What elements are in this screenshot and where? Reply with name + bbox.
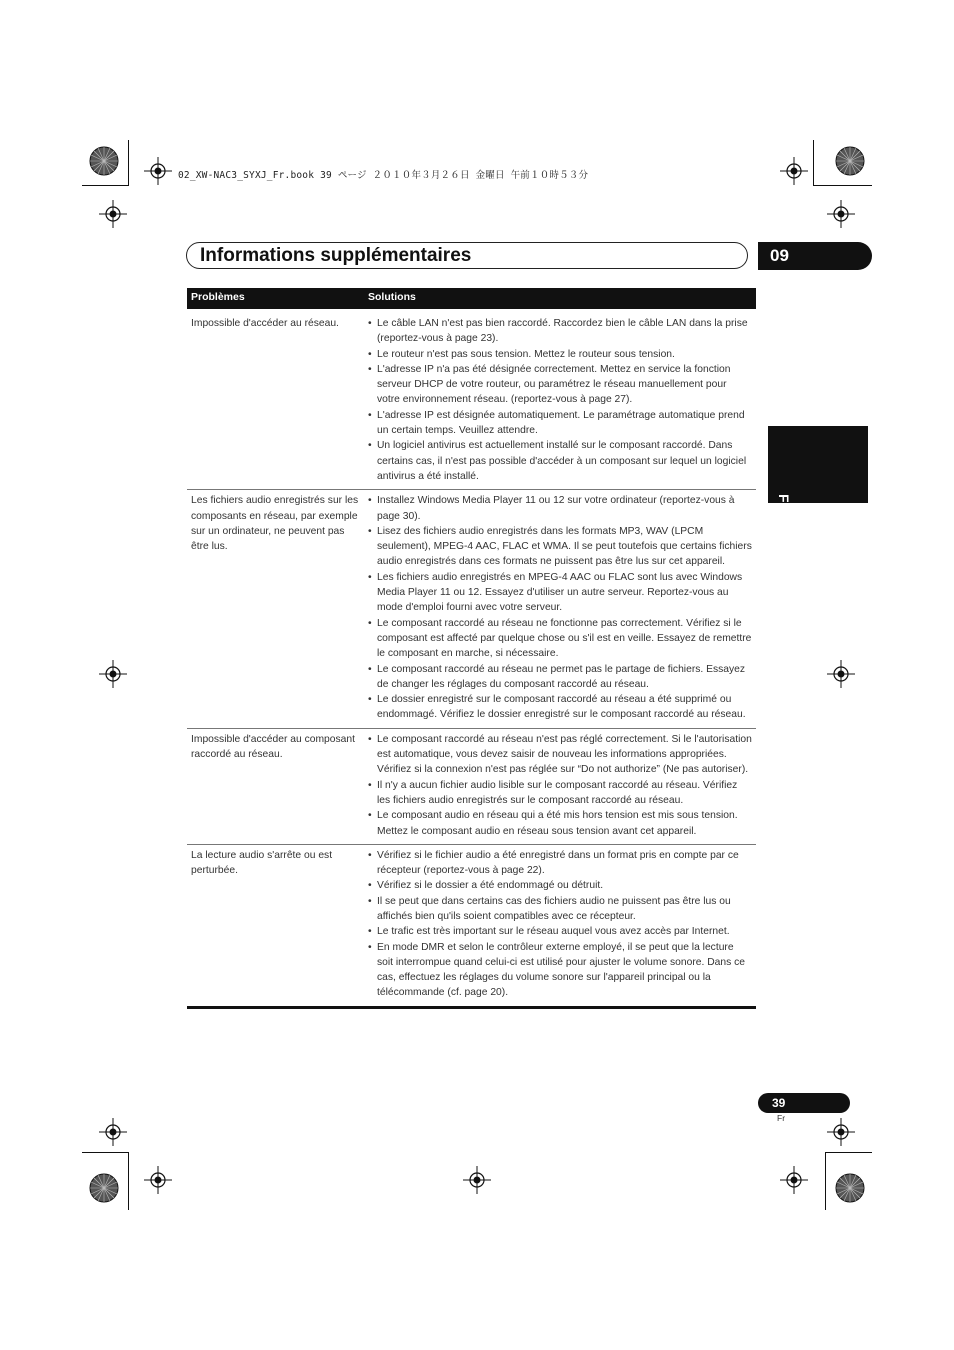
solution-item: • Il n'y a aucun fichier audio lisible sur le composant raccordé au réseau. Vérifiez les fichiers audio enregistrés sur le composant raccordé au réseau. <box>368 778 752 809</box>
solution-item: • Le trafic est très important sur le réseau auquel vous avez accès par Internet. <box>368 924 752 939</box>
registration-mark-icon <box>99 660 127 688</box>
solution-item: • Le dossier enregistré sur le composant raccordé au réseau a été supprimé ou endommagé. Vérifiez le dossier enregistré sur le composant raccordé au réseau. <box>368 692 752 723</box>
solution-item: • Il se peut que dans certains cas des fichiers audio ne puissent pas être lus ou affichés bien qu'ils soient compatibles avec ce récepteur. <box>368 894 752 925</box>
language-tab <box>768 426 868 503</box>
language-tab-label: Français <box>776 494 792 552</box>
color-star-bottom-right-icon <box>835 1173 865 1203</box>
registration-mark-icon <box>144 1166 172 1194</box>
solution-item: • Le composant raccordé au réseau ne permet pas le partage de fichiers. Essayez de changer les réglages du composant raccordé au réseau. <box>368 662 752 693</box>
table-header <box>187 288 756 309</box>
troubleshooting-table <box>187 288 756 1009</box>
solution-item: • Les fichiers audio enregistrés en MPEG-4 AAC ou FLAC sont lus avec Windows Media Player 11 ou 12. Essayez d'utiliser un autre serveur. Reportez-vous au mode d'emploi fourni avec votre serveur. <box>368 570 752 616</box>
problem-cell: La lecture audio s'arrête ou est perturbée. <box>191 849 333 877</box>
solution-list <box>368 848 752 1001</box>
solution-item: • Le composant raccordé au réseau ne fonctionne pas correctement. Vérifiez si le composant est affecté par quelque chose ou s'il est en veille. Essayez de remettre le composant en marche, si nécessaire. <box>368 616 752 662</box>
page-number: 39 <box>758 1093 850 1113</box>
problem-cell: Les fichiers audio enregistrés sur les composants en réseau, par exemple sur un ordinateur, ne peuvent pas être lus. <box>191 495 359 553</box>
color-star-top-left-icon <box>89 146 119 176</box>
page-language-code: Fr <box>777 1113 786 1123</box>
color-star-bottom-left-icon <box>89 1173 119 1203</box>
solution-item: • Vérifiez si le dossier a été endommagé ou détruit. <box>368 878 752 893</box>
registration-mark-icon <box>780 1166 808 1194</box>
solution-item: • Installez Windows Media Player 11 ou 12 sur votre ordinateur (reportez-vous à page 30). <box>368 493 752 524</box>
solution-item: • Le câble LAN n'est pas bien raccordé. Raccordez bien le câble LAN dans la prise (reportez-vous à page 23). <box>368 316 752 347</box>
solution-list <box>368 316 752 484</box>
registration-mark-icon <box>827 200 855 228</box>
table-row <box>187 309 756 490</box>
solution-item: • Lisez des fichiers audio enregistrés dans les formats MP3, WAV (LPCM seulement), MPEG-4 AAC, FLAC et WMA. Il se peut toutefois que certains fichiers audio enregistrés dans ces formats ne puissent pas être lus sur cet appareil. <box>368 524 752 570</box>
problem-cell: Impossible d'accéder au réseau. <box>191 318 339 329</box>
solution-item: • Le composant raccordé au réseau n'est pas réglé correctement. Si le l'autorisation est automatique, vous devez saisir de nouveau les informations appropriées. Vérifiez si la connexion n'est pas réglée sur “Do not authorize” (Ne pas autoriser). <box>368 732 752 778</box>
column-header-problems: Problèmes <box>191 291 245 303</box>
solution-item: • L'adresse IP est désignée automatiquement. Le paramétrage automatique prend un certain temps. Veuillez attendre. <box>368 408 752 439</box>
chapter-number: 09 <box>758 242 872 270</box>
solution-list <box>368 732 752 839</box>
registration-mark-icon <box>463 1166 491 1194</box>
table-row <box>187 729 756 845</box>
solution-item: • Le routeur n'est pas sous tension. Mettez le routeur sous tension. <box>368 347 752 362</box>
page-title: Informations supplémentaires <box>200 245 472 266</box>
solution-item: • Vérifiez si le fichier audio a été enregistré dans un format pris en compte par ce récepteur (reportez-vous à page 22). <box>368 848 752 879</box>
solution-list <box>368 493 752 722</box>
color-star-top-right-icon <box>835 146 865 176</box>
registration-mark-icon <box>827 660 855 688</box>
registration-mark-icon <box>780 157 808 185</box>
solution-item: • En mode DMR et selon le contrôleur externe employé, il se peut que la lecture soit interrompue quand celui-ci est utilisé pour ajuster le volume sonore. Dans ce cas, effectuez les réglages du volume sonore sur l'appareil principal ou la télécommande (cf. page 20). <box>368 940 752 1001</box>
registration-mark-icon <box>827 1118 855 1146</box>
registration-mark-icon <box>99 1118 127 1146</box>
solution-item: • L'adresse IP n'a pas été désignée correctement. Mettez en service la fonction serveur DHCP de votre routeur, ou paramétrez le réseau manuellement pour votre environnement réseau. (reportez-vous à page 27). <box>368 362 752 408</box>
solution-item: • Un logiciel antivirus est actuellement installé sur le composant raccordé. Dans certains cas, il n'est pas possible d'accéder à un composant sur lequel un logiciel antivirus a été installé. <box>368 438 752 484</box>
table-row <box>187 490 756 728</box>
registration-mark-icon <box>144 157 172 185</box>
print-info: 02_XW-NAC3_SYXJ_Fr.book 39 ページ ２０１０年３月２６日 金曜日 午前１０時５３分 <box>178 170 589 181</box>
solution-item: • Le composant audio en réseau qui a été mis hors tension est mis sous tension. Mettez le composant audio en réseau sous tension avant cet appareil. <box>368 808 752 839</box>
registration-mark-icon <box>99 200 127 228</box>
table-row <box>187 845 756 1009</box>
problem-cell: Impossible d'accéder au composant raccordé au réseau. <box>191 733 355 761</box>
column-header-solutions: Solutions <box>368 291 416 303</box>
